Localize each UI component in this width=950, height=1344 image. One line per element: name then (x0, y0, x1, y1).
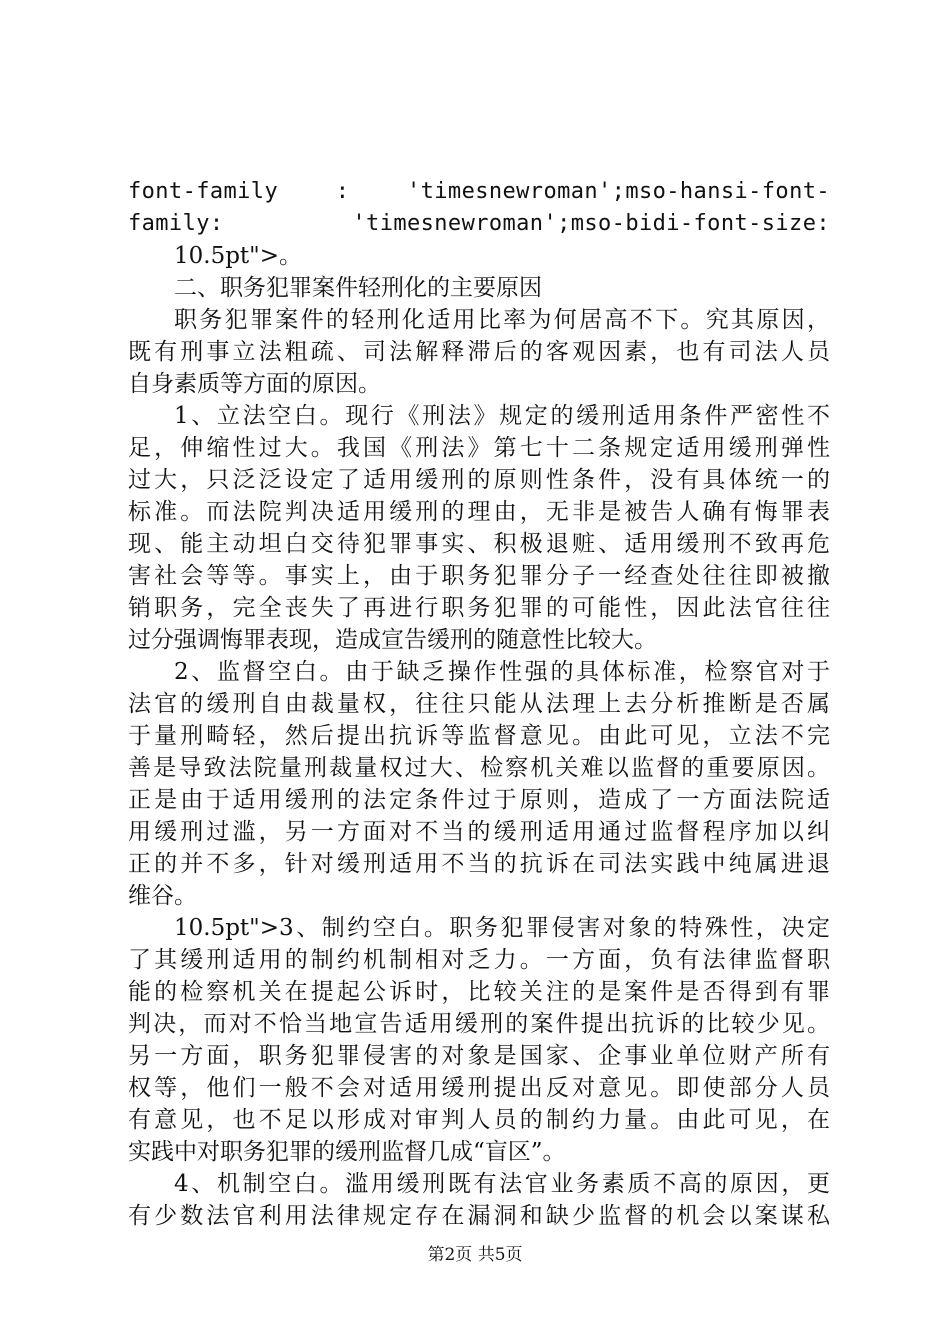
paragraph-line: 了其缓刑适用的制约机制相对乏力。一方面，负有法律监督职 (128, 947, 830, 973)
paragraph-line: 法官的缓刑自由裁量权，往往只能从法理上去分析推断是否属 (128, 691, 830, 717)
document-body (128, 176, 830, 1232)
paragraph-line: 有意见，也不足以形成对审判人员的制约力量。由此可见，在 (128, 1107, 830, 1133)
paragraph-line: 自身素质等方面的原因。 (128, 371, 381, 397)
paragraph-line: 10.5pt">3、制约空白。职务犯罪侵害对象的特殊性，决定 (174, 915, 830, 941)
page-number-footer: 第2页 共5页 (427, 1245, 523, 1265)
section-heading: 二、职务犯罪案件轻刑化的主要原因 (174, 275, 542, 301)
paragraph-line: 过大，只泛泛设定了适用缓刑的原则性条件，没有具体统一的 (128, 467, 830, 493)
text-line: family: 'timesnewroman';mso-bidi-font-size: (128, 211, 830, 236)
paragraph-line: 权等，他们一般不会对适用缓刑提出反对意见。即使部分人员 (128, 1075, 830, 1101)
paragraph-line: 销职务，完全丧失了再进行职务犯罪的可能性，因此法官往往 (128, 595, 830, 621)
paragraph-line: 正的并不多，针对缓刑适用不当的抗诉在司法实践中纯属进退 (128, 851, 830, 877)
text-line: 10.5pt">。 (174, 243, 303, 269)
paragraph-line: 4、机制空白。滥用缓刑既有法官业务素质不高的原因，更 (174, 1171, 830, 1197)
paragraph-line: 维谷。 (128, 883, 197, 909)
paragraph-line: 正是由于适用缓刑的法定条件过于原则，造成了一方面法院适 (128, 787, 830, 813)
paragraph-line: 现、能主动坦白交待犯罪事实、积极退赃、适用缓刑不致再危 (128, 531, 830, 557)
paragraph-line: 另一方面，职务犯罪侵害的对象是国家、企事业单位财产所有 (128, 1043, 830, 1069)
paragraph-line: 2、监督空白。由于缺乏操作性强的具体标准，检察官对于 (174, 659, 830, 685)
paragraph-line: 于量刑畸轻，然后提出抗诉等监督意见。由此可见，立法不完 (128, 723, 830, 749)
paragraph-line: 实践中对职务犯罪的缓刑监督几成“盲区”。 (128, 1139, 566, 1165)
paragraph-line: 过分强调悔罪表现，造成宣告缓刑的随意性比较大。 (128, 627, 657, 653)
paragraph-line: 能的检察机关在提起公诉时，比较关注的是案件是否得到有罪 (128, 979, 830, 1005)
paragraph-line: 善是导致法院量刑裁量权过大、检察机关难以监督的重要原因。 (128, 755, 830, 781)
paragraph-line: 用缓刑过滥，另一方面对不当的缓刑适用通过监督程序加以纠 (128, 819, 830, 845)
text-line: font-family : 'timesnewroman';mso-hansi-font- (128, 179, 830, 204)
paragraph-line: 判决，而对不恰当地宣告适用缓刑的案件提出抗诉的比较少见。 (128, 1011, 830, 1037)
paragraph-line: 既有刑事立法粗疏、司法解释滞后的客观因素，也有司法人员 (128, 339, 830, 365)
paragraph-line: 害社会等等。事实上，由于职务犯罪分子一经查处往往即被撤 (128, 563, 830, 589)
paragraph-line: 1、立法空白。现行《刑法》规定的缓刑适用条件严密性不 (174, 403, 830, 429)
paragraph-line: 有少数法官利用法律规定存在漏洞和缺少监督的机会以案谋私 (128, 1203, 830, 1229)
paragraph-line: 足，伸缩性过大。我国《刑法》第七十二条规定适用缓刑弹性 (128, 435, 830, 461)
paragraph-line: 职务犯罪案件的轻刑化适用比率为何居高不下。究其原因， (174, 307, 830, 333)
paragraph-line: 标准。而法院判决适用缓刑的理由，无非是被告人确有悔罪表 (128, 499, 830, 525)
